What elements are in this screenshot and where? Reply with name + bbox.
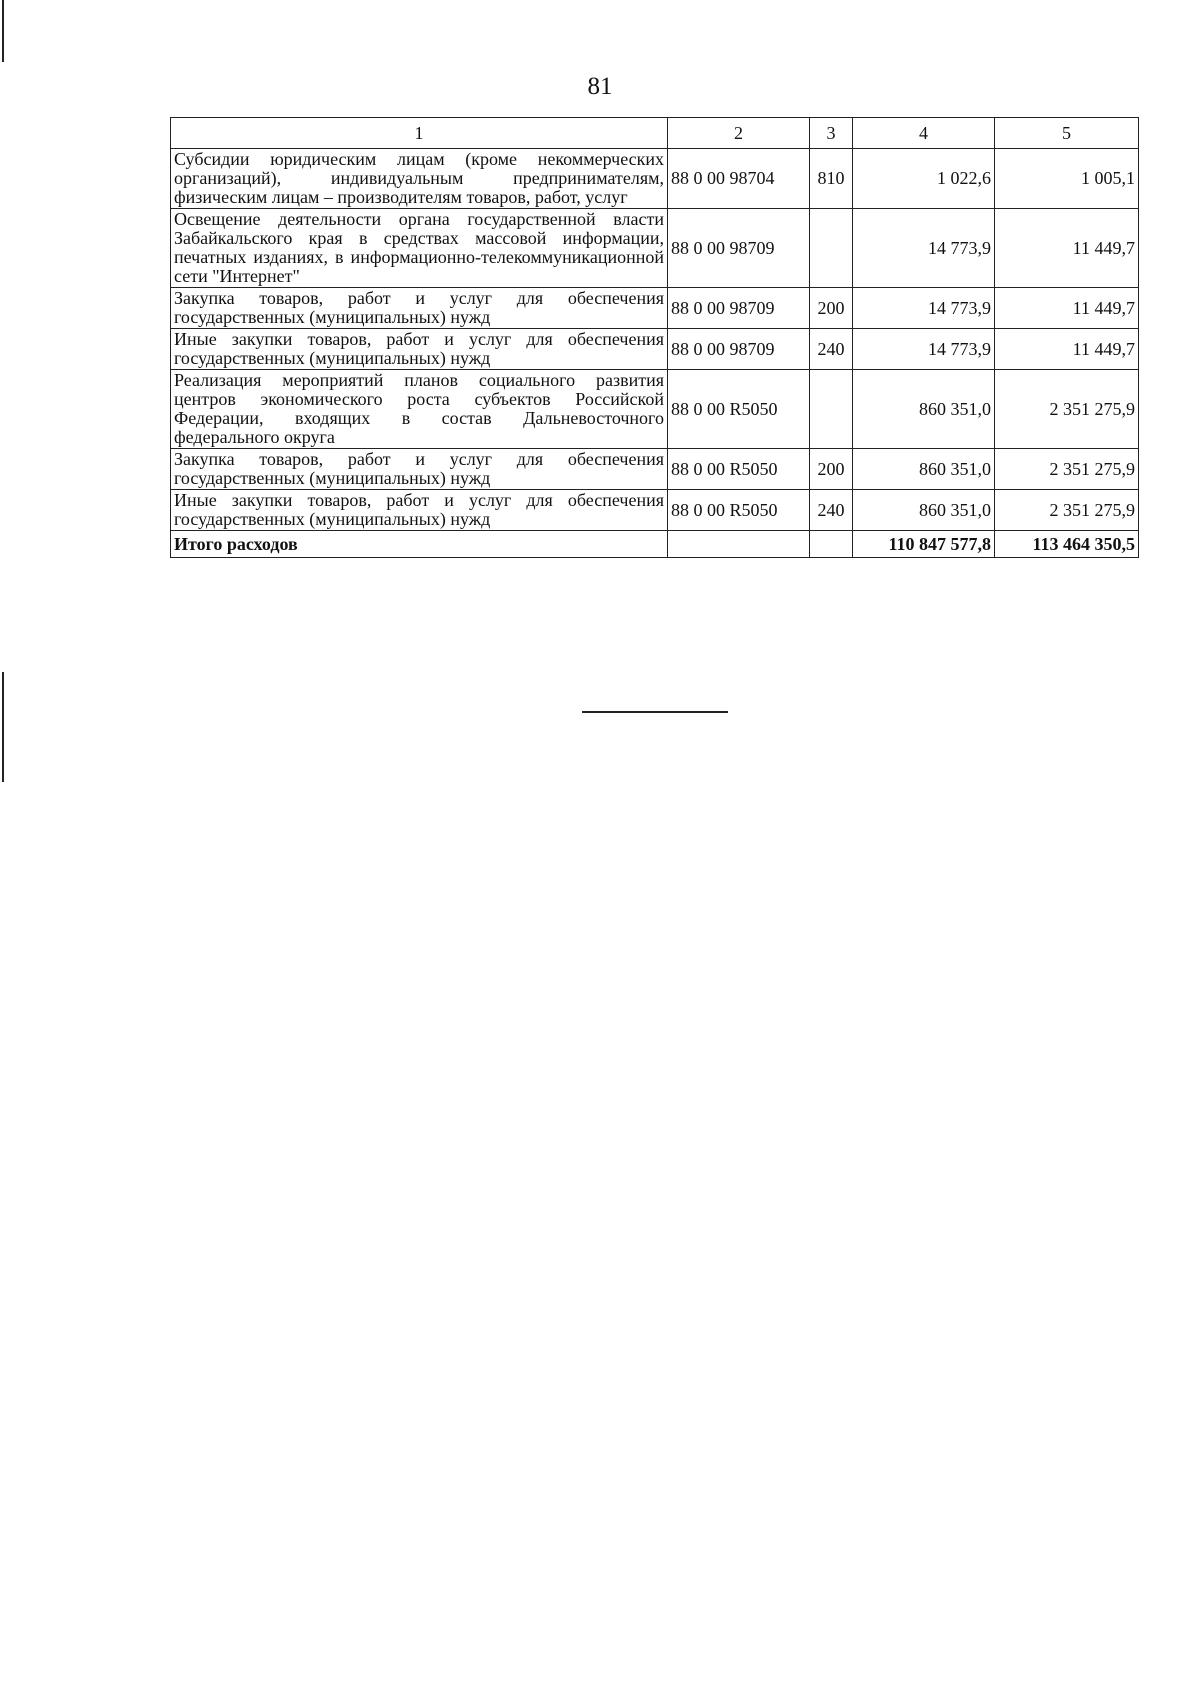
column-header: 3 — [810, 118, 853, 149]
total-label: Итого расходов — [171, 531, 668, 558]
table-header-row — [171, 118, 1139, 149]
expense-name: Реализация мероприятий планов социального развития центров экономического роста субъектов Российской Федерации, входящих в состав Дальневосточного федерального округа — [171, 370, 668, 449]
expense-type-code: 810 — [810, 149, 853, 209]
amount-column-5: 2 351 275,9 — [995, 449, 1139, 490]
empty-cell — [810, 531, 853, 558]
scan-edge-mark — [2, 0, 4, 62]
column-header: 4 — [853, 118, 995, 149]
expense-name: Освещение деятельности органа государственной власти Забайкальского края в средствах массовой информации, печатных изданиях, в информационно-телекоммуникационной сети "Интернет" — [171, 209, 668, 288]
expense-type-code: 240 — [810, 329, 853, 370]
expense-name: Иные закупки товаров, работ и услуг для обеспечения государственных (муниципальных) нужд — [171, 329, 668, 370]
expense-name: Закупка товаров, работ и услуг для обеспечения государственных (муниципальных) нужд — [171, 449, 668, 490]
end-of-table-rule — [582, 711, 728, 713]
amount-column-5: 2 351 275,9 — [995, 490, 1139, 531]
table-row — [171, 209, 1139, 288]
target-article-code: 88 0 00 R5050 — [668, 370, 810, 449]
amount-column-4: 860 351,0 — [853, 449, 995, 490]
expense-type-code — [810, 370, 853, 449]
expense-type-code: 240 — [810, 490, 853, 531]
amount-column-5: 11 449,7 — [995, 288, 1139, 329]
target-article-code: 88 0 00 98709 — [668, 288, 810, 329]
column-header: 1 — [171, 118, 668, 149]
expenditure-table — [170, 117, 1139, 558]
amount-column-4: 14 773,9 — [853, 288, 995, 329]
total-column-4: 110 847 577,8 — [853, 531, 995, 558]
target-article-code: 88 0 00 R5050 — [668, 490, 810, 531]
amount-column-4: 14 773,9 — [853, 329, 995, 370]
target-article-code: 88 0 00 98709 — [668, 209, 810, 288]
scan-edge-mark — [2, 672, 4, 782]
amount-column-4: 1 022,6 — [853, 149, 995, 209]
empty-cell — [668, 531, 810, 558]
table-row — [171, 149, 1139, 209]
amount-column-4: 860 351,0 — [853, 490, 995, 531]
expense-name: Субсидии юридическим лицам (кроме некоммерческих организаций), индивидуальным предпринимателям, физическим лицам – производителям товаров, работ, услуг — [171, 149, 668, 209]
expense-type-code — [810, 209, 853, 288]
table-row — [171, 370, 1139, 449]
amount-column-4: 860 351,0 — [853, 370, 995, 449]
amount-column-5: 2 351 275,9 — [995, 370, 1139, 449]
table-row — [171, 329, 1139, 370]
expense-type-code: 200 — [810, 449, 853, 490]
column-header: 5 — [995, 118, 1139, 149]
target-article-code: 88 0 00 98709 — [668, 329, 810, 370]
page-number: 81 — [587, 73, 613, 100]
amount-column-5: 11 449,7 — [995, 209, 1139, 288]
amount-column-4: 14 773,9 — [853, 209, 995, 288]
target-article-code: 88 0 00 R5050 — [668, 449, 810, 490]
expense-type-code: 200 — [810, 288, 853, 329]
column-header: 2 — [668, 118, 810, 149]
total-row — [171, 531, 1139, 558]
total-column-5: 113 464 350,5 — [995, 531, 1139, 558]
table-row — [171, 288, 1139, 329]
table-row — [171, 449, 1139, 490]
amount-column-5: 1 005,1 — [995, 149, 1139, 209]
target-article-code: 88 0 00 98704 — [668, 149, 810, 209]
amount-column-5: 11 449,7 — [995, 329, 1139, 370]
expense-name: Иные закупки товаров, работ и услуг для обеспечения государственных (муниципальных) нужд — [171, 490, 668, 531]
table-row — [171, 490, 1139, 531]
expense-name: Закупка товаров, работ и услуг для обеспечения государственных (муниципальных) нужд — [171, 288, 668, 329]
